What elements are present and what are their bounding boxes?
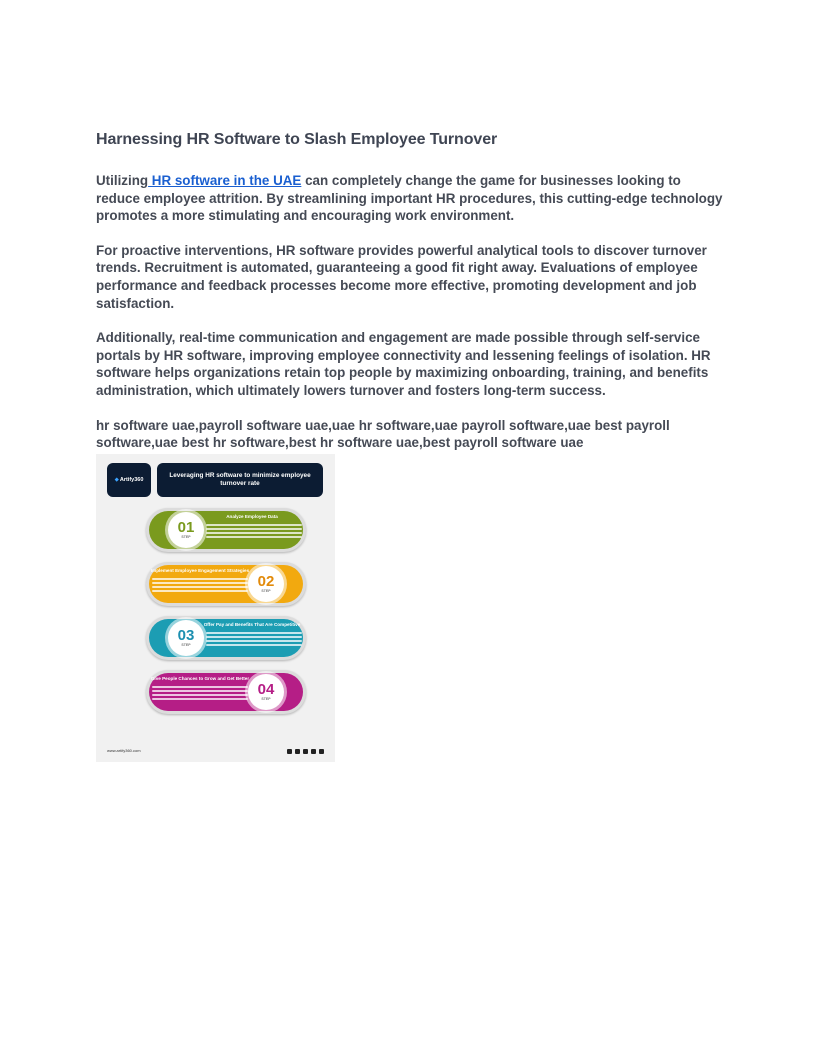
step-heading: Analyze Employee Data (226, 513, 278, 519)
engagement-paragraph: Additionally, real-time communication and engagement are made possible through self-service portals by HR software, improving employee connectivity and lessening feelings of isolation. HR software helps organizations retain top people by maximizing onboarding, training, and benefits administration, which ultimately lowers turnover and fosters long-term success. (96, 330, 711, 398)
infographic-image (96, 454, 335, 762)
step-card-4 (146, 670, 306, 714)
step-number: 02 (257, 573, 275, 591)
document-page (96, 131, 726, 762)
intro-lead: Utilizing (96, 173, 149, 188)
step-label: STEP (181, 535, 191, 540)
step-text-lines (152, 576, 248, 594)
hr-software-uae-link[interactable]: HR software in the UAE (148, 173, 302, 188)
page-title: Harnessing HR Software to Slash Employee Turnover (96, 131, 498, 148)
step-badge (168, 620, 204, 656)
step-card-1 (146, 508, 306, 552)
step-badge (248, 674, 284, 710)
step-number: 01 (177, 519, 195, 537)
twitter-icon (303, 749, 308, 754)
step-card-2 (146, 562, 306, 606)
intro-paragraph (96, 172, 726, 225)
step-heading: Offer Pay and Benefits That Are Competitive (203, 621, 301, 627)
website-url: www.artify360.com (107, 747, 141, 753)
step-heading: Implement Employee Engagement Strategies (150, 567, 250, 573)
step-heading: Give People Chances to Grow and Get Better (150, 675, 250, 681)
keyword-tags: hr software uae,payroll software uae,uae hr software,uae payroll software,uae best payroll software,uae best hr software,best hr software uae,best payroll software uae (96, 417, 670, 451)
step-number: 04 (257, 681, 275, 699)
step-badge (168, 512, 204, 548)
step-number: 03 (177, 627, 195, 645)
analytics-paragraph: For proactive interventions, HR software provides powerful analytical tools to discover turnover trends. Recruitment is automated, guaranteeing a good fit right away. Evaluations of employee performance and feedback processes become more effective, promoting development and job satisfaction. (96, 242, 707, 311)
linkedin-icon (311, 749, 316, 754)
social-icons (287, 749, 324, 754)
intro-rest: can completely change the game for businesses looking to reduce employee attrition. By streamlining important HR procedures, this cutting-edge technology promotes a more stimulating and encouraging work environment. (96, 173, 723, 224)
step-badge (248, 566, 284, 602)
brand-logo: ◆ Artify360 (107, 463, 151, 497)
step-text-lines (206, 522, 302, 540)
facebook-icon (287, 749, 292, 754)
step-label: STEP (261, 589, 271, 594)
step-text-lines (206, 630, 302, 648)
x-icon (295, 749, 300, 754)
youtube-icon (319, 749, 324, 754)
step-text-lines (152, 684, 248, 702)
step-label: STEP (261, 697, 271, 702)
step-card-3 (146, 616, 306, 660)
infographic-title: Leveraging HR software to minimize employee turnover rate (157, 463, 323, 497)
step-label: STEP (181, 643, 191, 648)
